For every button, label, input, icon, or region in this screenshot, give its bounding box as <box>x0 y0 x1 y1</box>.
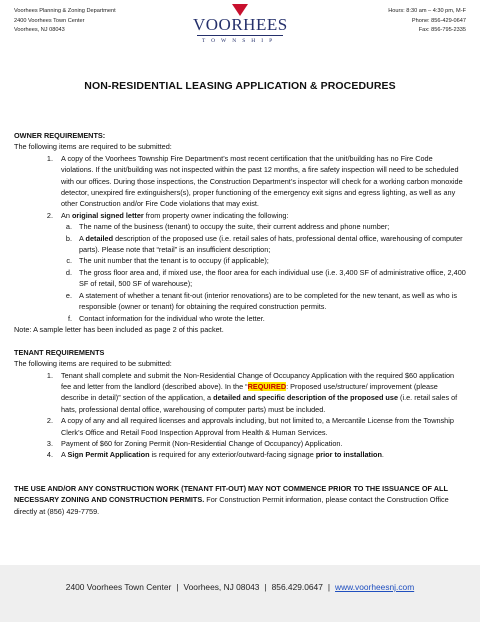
owner-subitem-b-text <box>79 233 466 256</box>
footer-website-link[interactable]: www.voorheesnj.com <box>335 582 415 592</box>
owner-item-1-text: A copy of the Voorhees Township Fire Department’s most recent certification that the unit/building has no Fire Code violations. If the unit/building was not inspected within the past 12 months, a fire safety inspection will need to be scheduled with our offices. During those inspections, the Construction Department’s inspector will check for a working carbon monoxide detector, unexpired fire extinguishers(s), proper functioning of the emergency exit signs and egress lighting, as well as any other Construction and/or Fire Code violations that may exist. <box>61 153 463 209</box>
section-spacer <box>14 335 466 347</box>
office-hours-block <box>388 7 466 36</box>
text-run: description of the proposed use (i.e. retail sales of hats, professional dental office, warehousing of computer parts). Please note that “retail” is an insufficient description; <box>79 233 463 255</box>
list-number: 1. <box>46 153 53 163</box>
logo-subtitle: TOWNSHIP <box>201 38 279 44</box>
department-contact-block <box>14 7 116 36</box>
tenant-item-3-text: Payment of $60 for Zoning Permit (Non-Residential Change of Occupancy) Application. <box>61 439 343 449</box>
list-number: 2. <box>46 416 53 426</box>
text-run: . <box>381 450 384 460</box>
list-number: 3. <box>46 439 53 449</box>
footer-separator: | <box>264 582 267 592</box>
bold-run: detailed <box>85 233 114 243</box>
bold-run: detailed and specific description of the proposed use <box>213 393 398 403</box>
tenant-item-4 <box>14 449 466 460</box>
owner-item-1 <box>14 153 466 210</box>
text-run: A <box>61 450 68 460</box>
section-spacer <box>14 461 466 472</box>
owner-item-2 <box>14 210 466 221</box>
bold-run: Sign Permit Application <box>67 450 150 460</box>
tenant-item-1 <box>14 370 466 416</box>
footer-contact-line <box>0 582 480 592</box>
department-address-line2: Voorhees, NJ 08043 <box>14 27 65 33</box>
logo-name: VOORHEES <box>193 15 288 34</box>
footer-separator: | <box>327 582 331 592</box>
page-footer <box>0 565 480 622</box>
tenant-item-3 <box>14 438 466 449</box>
owner-subitem-f-text: Contact information for the individual who wrote the letter. <box>79 313 265 323</box>
closing-notice <box>14 483 466 517</box>
owner-requirements-intro: The following items are required to be submitted: <box>14 142 172 152</box>
page-title: NON-RESIDENTIAL LEASING APPLICATION & PROCEDURES <box>84 80 396 92</box>
list-letter: b. <box>65 233 72 243</box>
list-letter: d. <box>65 267 72 277</box>
text-run: An <box>61 210 72 220</box>
text-run: : Proposed use/structure/ improvement (please describe in detail)” section of the application, a <box>61 382 438 403</box>
owner-subitem-b <box>14 233 466 256</box>
text-run: is required for any exterior/outward-facing signage <box>149 450 316 460</box>
closing-notice-text: For Construction Permit information, please contact the Construction Office directly at (856) 429-7759. <box>14 495 449 516</box>
text-run: A <box>79 233 86 243</box>
tenant-item-2-text: A copy of any and all required licenses and approvals including, but not limited to, a Mercantile License from the Township Clerk’s Office and Retail Food Inspection Approval from Health & Human Services. <box>61 416 454 437</box>
required-highlight: REQUIRED <box>247 382 287 392</box>
list-number: 2. <box>46 210 53 220</box>
document-body <box>14 130 466 517</box>
owner-subitem-a-text: The name of the business (tenant) to occupy the suite, their current address and phone number; <box>79 222 390 232</box>
owner-subitem-e <box>14 290 466 313</box>
footer-city: Voorhees, NJ 08043 <box>183 582 260 592</box>
footer-address: 2400 Voorhees Town Center <box>65 582 172 592</box>
office-hours: Hours: 8:30 am – 4:30 pm, M-F <box>388 8 466 14</box>
owner-requirements-heading: OWNER REQUIREMENTS: <box>14 131 106 140</box>
section-spacer <box>14 472 466 483</box>
owner-subitem-c <box>14 255 466 266</box>
list-letter: a. <box>65 222 72 232</box>
owner-subitem-e-text: A statement of whether a tenant fit-out (interior renovations) are to be completed for the new tenant, as well as who is responsible (owner or tenant) for obtaining the required construction permits. <box>79 290 458 312</box>
closing-notice-bold: THE USE AND/OR ANY CONSTRUCTION WORK (TENANT FIT-OUT) MAY NOT COMMENCE PRIOR TO THE ISSUANCE OF ALL NECESSARY ZONING AND CONSTRUCTION PERMITS. <box>14 483 448 505</box>
logo-divider <box>197 35 283 36</box>
sample-letter-note: Note: A sample letter has been included as page 2 of this packet. <box>14 324 224 334</box>
tenant-item-1-text <box>61 370 466 416</box>
owner-subitem-d-text: The gross floor area and, if mixed use, the floor area for each individual use (i.e. 3,400 SF of administrative office, 2,400 SF of retail, 500 SF of warehouse); <box>79 267 466 289</box>
owner-subitem-f <box>14 313 466 324</box>
text-run: (i.e. retail sales of hats, professional dental office, warehousing of computer parts) must be included. <box>61 393 458 414</box>
bold-run: prior to installation <box>315 450 382 460</box>
bold-run: original signed letter <box>71 210 144 220</box>
voorhees-township-logo <box>193 2 287 52</box>
tenant-requirements-intro: The following items are required to be submitted: <box>14 359 172 369</box>
office-phone: Phone: 856-429-0647 <box>411 17 466 24</box>
tenant-item-2 <box>14 415 466 438</box>
list-letter: e. <box>65 290 72 300</box>
list-number: 1. <box>46 370 53 380</box>
office-fax: Fax: 856-795-2335 <box>418 27 466 33</box>
text-run: Tenant shall complete and submit the Non-Residential Change of Occupancy Application with the required $60 application fee and letter from the landlord (described above). In the “ <box>61 370 455 392</box>
owner-subitem-d <box>14 267 466 290</box>
footer-phone: 856.429.0647 <box>271 582 323 592</box>
tenant-item-4-text <box>61 449 466 460</box>
footer-separator: | <box>176 582 179 592</box>
text-run: from property owner indicating the following: <box>143 210 289 220</box>
department-name: Voorhees Planning & Zoning Department <box>14 8 116 14</box>
list-number: 4. <box>46 450 53 460</box>
owner-subitem-a <box>14 221 466 232</box>
list-letter: f. <box>67 313 72 323</box>
list-letter: c. <box>66 256 72 266</box>
owner-subitem-c-text: The unit number that the tenant is to occupy (if applicable); <box>79 256 269 266</box>
tenant-requirements-heading: TENANT REQUIREMENTS <box>14 347 105 357</box>
owner-item-2-text <box>61 210 466 221</box>
department-address-line1: 2400 Voorhees Town Center <box>14 17 85 24</box>
